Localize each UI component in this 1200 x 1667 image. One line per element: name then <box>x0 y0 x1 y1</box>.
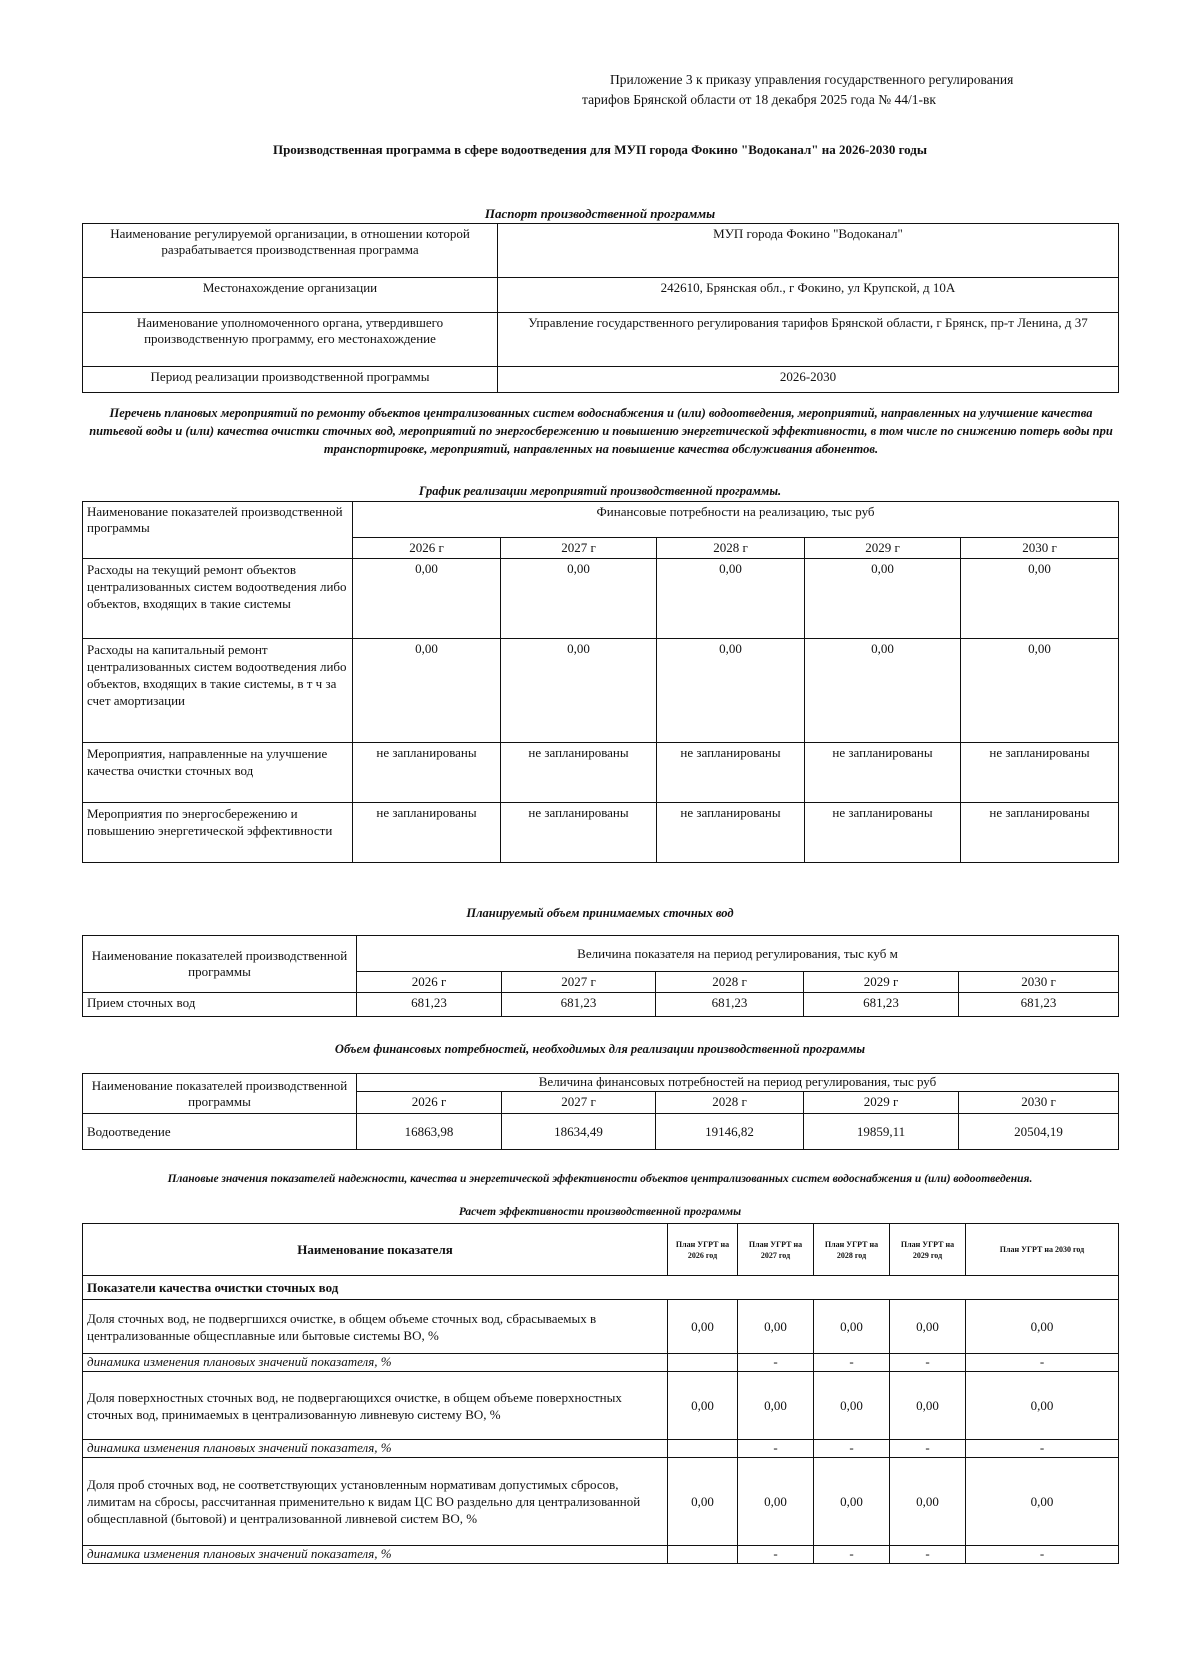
table-row <box>83 559 1119 639</box>
cell-value: 0,00 <box>961 559 1119 639</box>
passport-caption: Паспорт производственной программы <box>484 206 716 221</box>
cell-value: 0,00 <box>738 1458 814 1546</box>
volume-table <box>82 935 1119 1017</box>
cell-value: не запланированы <box>501 743 657 803</box>
year-header: 2028 г <box>656 972 804 993</box>
cell-value: 0,00 <box>668 1458 738 1546</box>
year-header: 2026 г <box>357 972 502 993</box>
finance-head-label: Наименование показателей производственной программы <box>83 1074 357 1114</box>
cell-value: - <box>966 1354 1119 1372</box>
year-header: 2027 г <box>502 1092 656 1114</box>
year-header: 2029 г <box>804 972 959 993</box>
cell-value: 0,00 <box>501 559 657 639</box>
cell-value: 0,00 <box>890 1372 966 1440</box>
cell-value: - <box>966 1546 1119 1564</box>
cell-value: - <box>814 1354 890 1372</box>
cell-value: не запланированы <box>657 743 805 803</box>
volume-head-group: Величина показателя на период регулирования, тыс куб м <box>357 936 1119 972</box>
cell-value: 0,00 <box>966 1300 1119 1354</box>
year-header: 2026 г <box>353 538 501 559</box>
passport-value: Управление государственного регулирования тарифов Брянской области, г Брянск, пр-т Ленина, д 37 <box>498 313 1119 367</box>
cell-value: 0,00 <box>890 1458 966 1546</box>
cell-value: 0,00 <box>657 639 805 743</box>
cell-value <box>668 1354 738 1372</box>
year-header: 2028 г <box>657 538 805 559</box>
row-label: Мероприятия, направленные на улучшение качества очистки сточных вод <box>83 743 353 803</box>
cell-value: 681,23 <box>357 993 502 1017</box>
row-label: динамика изменения плановых значений показателя, % <box>83 1440 668 1458</box>
section-title: Показатели качества очистки сточных вод <box>83 1276 1119 1300</box>
table-row <box>83 1354 1119 1372</box>
passport-value: 2026-2030 <box>498 367 1119 393</box>
cell-value: 0,00 <box>738 1300 814 1354</box>
cell-value: 0,00 <box>961 639 1119 743</box>
row-label: Водоотведение <box>83 1114 357 1150</box>
passport-label: Наименование уполномоченного органа, утвердившего производственную программу, его местонахождение <box>83 313 498 367</box>
cell-value: 19146,82 <box>656 1114 804 1150</box>
efficiency-head-label: Наименование показателя <box>83 1224 668 1276</box>
cell-value: 0,00 <box>805 559 961 639</box>
row-label: Мероприятия по энергосбережению и повышению энергетической эффективности <box>83 803 353 863</box>
table-row <box>83 743 1119 803</box>
cell-value: - <box>738 1546 814 1564</box>
passport-row-location <box>83 278 1119 313</box>
cell-value: не запланированы <box>961 803 1119 863</box>
year-header: 2030 г <box>959 1092 1119 1114</box>
cell-value: - <box>890 1440 966 1458</box>
row-label: Доля проб сточных вод, не соответствующих установленным нормативам допустимых сбросов, лимитам на сбросы, рассчитанная применительно к видам ЦС ВО раздельно для централизованной общесплавной (бытовой) и централизованной ливневой систем ВО, % <box>83 1458 668 1546</box>
annex-line-1: Приложение 3 к приказу управления государственного регулирования <box>610 72 1014 87</box>
measures-subcaption: График реализации мероприятий производственной программы. <box>418 484 782 498</box>
passport-table <box>82 223 1119 393</box>
table-row <box>83 993 1119 1017</box>
measures-head-label: Наименование показателей производственной программы <box>83 502 353 559</box>
cell-value: 0,00 <box>668 1372 738 1440</box>
table-row <box>83 1114 1119 1150</box>
passport-row-period <box>83 367 1119 393</box>
cell-value: 0,00 <box>805 639 961 743</box>
cell-value: 0,00 <box>668 1300 738 1354</box>
cell-value: не запланированы <box>805 803 961 863</box>
plan-header: План УГРТ на 2027 год <box>738 1224 814 1276</box>
cell-value: не запланированы <box>501 803 657 863</box>
row-label: динамика изменения плановых значений показателя, % <box>83 1354 668 1372</box>
section-row <box>83 1276 1119 1300</box>
table-row <box>83 1372 1119 1440</box>
plan-header: План УГРТ на 2030 год <box>966 1224 1119 1276</box>
cell-value: - <box>966 1440 1119 1458</box>
row-label: Расходы на текущий ремонт объектов централизованных систем водоотведения либо объектов, входящих в такие системы <box>83 559 353 639</box>
table-row <box>83 1300 1119 1354</box>
cell-value: 0,00 <box>657 559 805 639</box>
volume-head-label: Наименование показателей производственной программы <box>83 936 357 993</box>
cell-value: 0,00 <box>814 1458 890 1546</box>
measures-table <box>82 501 1119 863</box>
cell-value: 0,00 <box>353 559 501 639</box>
annex-line-2: тарифов Брянской области от 18 декабря 2025 года № 44/1-вк <box>582 92 936 107</box>
cell-value: 0,00 <box>966 1372 1119 1440</box>
passport-label: Период реализации производственной программы <box>83 367 498 393</box>
plan-header: План УГРТ на 2029 год <box>890 1224 966 1276</box>
cell-value: 0,00 <box>501 639 657 743</box>
plan-header: План УГРТ на 2026 год <box>668 1224 738 1276</box>
cell-value: 19859,11 <box>804 1114 959 1150</box>
cell-value: 16863,98 <box>357 1114 502 1150</box>
table-row <box>83 639 1119 743</box>
cell-value: 681,23 <box>502 993 656 1017</box>
cell-value: не запланированы <box>353 803 501 863</box>
efficiency-subcaption: Расчет эффективности производственной программы <box>458 1206 742 1218</box>
year-header: 2027 г <box>501 538 657 559</box>
table-row <box>83 1440 1119 1458</box>
year-header: 2027 г <box>502 972 656 993</box>
volume-caption: Планируемый объем принимаемых сточных вод <box>466 906 734 920</box>
finance-caption: Объем финансовых потребностей, необходимых для реализации производственной программы <box>334 1042 866 1056</box>
passport-row-authority <box>83 313 1119 367</box>
efficiency-caption: Плановые значения показателей надежности, качества и энергетической эффективности объектов централизованных систем водоснабжения и (или) водоотведения. <box>167 1173 1033 1185</box>
cell-value: - <box>814 1546 890 1564</box>
cell-value: 0,00 <box>890 1300 966 1354</box>
cell-value: - <box>738 1440 814 1458</box>
finance-table <box>82 1073 1119 1150</box>
cell-value: не запланированы <box>657 803 805 863</box>
row-label: Доля поверхностных сточных вод, не подвергающихся очистке, в общем объеме поверхностных сточных вод, принимаемых в централизованную ливневую систему ВО, % <box>83 1372 668 1440</box>
cell-value: 0,00 <box>353 639 501 743</box>
cell-value: - <box>890 1354 966 1372</box>
cell-value <box>668 1546 738 1564</box>
cell-value: 0,00 <box>966 1458 1119 1546</box>
table-row <box>83 803 1119 863</box>
table-row <box>83 1458 1119 1546</box>
cell-value: - <box>814 1440 890 1458</box>
row-label: Расходы на капитальный ремонт централизованных систем водоотведения либо объектов, входящих в такие системы, в т ч за счет амортизации <box>83 639 353 743</box>
year-header: 2026 г <box>357 1092 502 1114</box>
table-row <box>83 1546 1119 1564</box>
cell-value: 0,00 <box>814 1372 890 1440</box>
cell-value: не запланированы <box>961 743 1119 803</box>
row-label: Прием сточных вод <box>83 993 357 1017</box>
cell-value: 681,23 <box>656 993 804 1017</box>
passport-value: МУП города Фокино "Водоканал" <box>498 224 1119 278</box>
row-label: динамика изменения плановых значений показателя, % <box>83 1546 668 1564</box>
passport-label: Наименование регулируемой организации, в отношении которой разрабатывается производственная программа <box>83 224 498 278</box>
row-label: Доля сточных вод, не подвергшихся очистке, в общем объеме сточных вод, сбрасываемых в централизованные общесплавные или бытовые системы ВО, % <box>83 1300 668 1354</box>
efficiency-table <box>82 1223 1119 1564</box>
year-header: 2030 г <box>961 538 1119 559</box>
cell-value: 681,23 <box>959 993 1119 1017</box>
cell-value <box>668 1440 738 1458</box>
year-header: 2029 г <box>804 1092 959 1114</box>
year-header: 2030 г <box>959 972 1119 993</box>
plan-header: План УГРТ на 2028 год <box>814 1224 890 1276</box>
cell-value: не запланированы <box>805 743 961 803</box>
cell-value: 20504,19 <box>959 1114 1119 1150</box>
year-header: 2028 г <box>656 1092 804 1114</box>
measures-caption: Перечень плановых мероприятий по ремонту объектов централизованных систем водоснабжения и (или) водоотведения, мероприятий, направленных на улучшение качества питьевой воды и (или) качества очистки сточных вод, мероприятий по энергосбережению и повышению энергетической эффективности, в том числе по снижению потерь воды при транспортировке, мероприятий, направленных на повышение качества обслуживания абонентов. <box>89 406 1113 456</box>
passport-value: 242610, Брянская обл., г Фокино, ул Крупской, д 10А <box>498 278 1119 313</box>
cell-value: 0,00 <box>738 1372 814 1440</box>
cell-value: - <box>738 1354 814 1372</box>
cell-value: 681,23 <box>804 993 959 1017</box>
page-title: Производственная программа в сфере водоотведения для МУП города Фокино "Водоканал" на 2026-2030 годы <box>272 142 928 157</box>
cell-value: не запланированы <box>353 743 501 803</box>
cell-value: 18634,49 <box>502 1114 656 1150</box>
passport-label: Местонахождение организации <box>83 278 498 313</box>
passport-row-organization <box>83 224 1119 278</box>
cell-value: - <box>890 1546 966 1564</box>
year-header: 2029 г <box>805 538 961 559</box>
annex-reference <box>582 70 1090 110</box>
cell-value: 0,00 <box>814 1300 890 1354</box>
finance-head-group: Величина финансовых потребностей на период регулирования, тыс руб <box>357 1074 1119 1092</box>
measures-head-group: Финансовые потребности на реализацию, тыс руб <box>353 502 1119 538</box>
